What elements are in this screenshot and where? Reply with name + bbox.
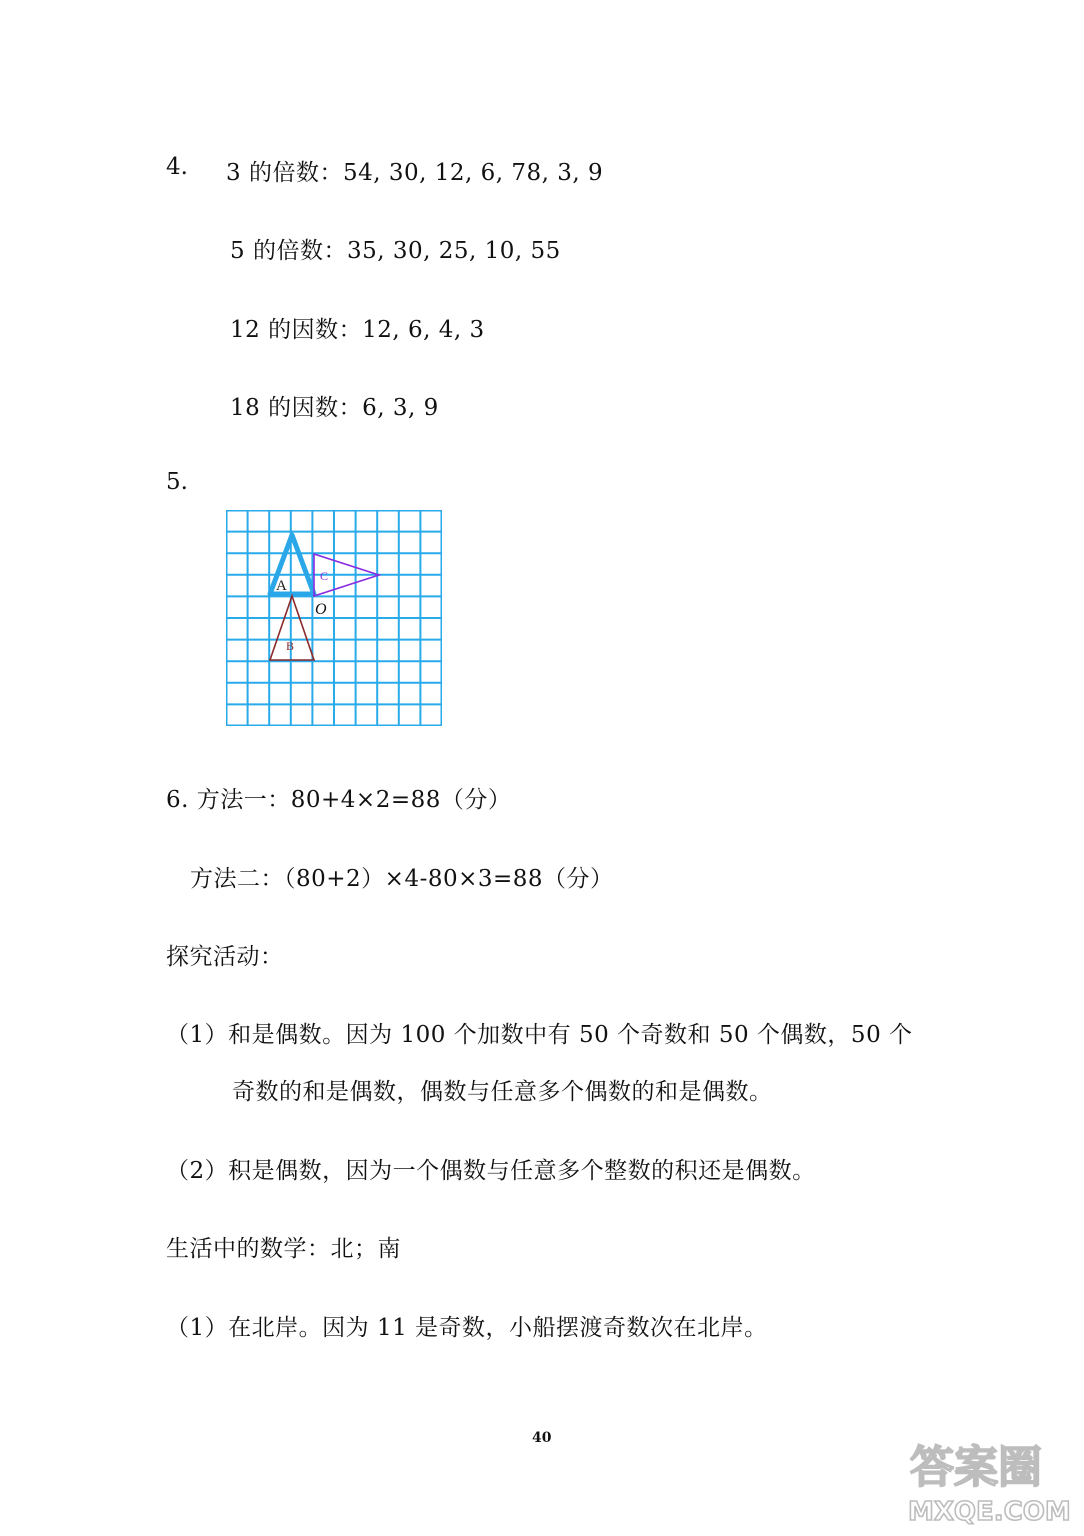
label-c: C [320, 569, 329, 583]
grid-svg [226, 510, 442, 726]
watermark-text-2: MXQE.COM [908, 1497, 1070, 1526]
label-o: O [315, 601, 327, 618]
grid-lines [226, 510, 442, 726]
q6-method-1: 6. 方法一：80+4×2=88（分） [166, 787, 512, 813]
explore-title: 探究活动： [166, 944, 284, 970]
grid-figure [226, 510, 442, 726]
watermark-logo [900, 1434, 1070, 1526]
q4-line-1: 3 的倍数：54, 30, 12, 6, 78, 3, 9 [226, 160, 604, 186]
q5-number: 5. [166, 469, 188, 495]
q4-line-3: 12 的因数：12, 6, 4, 3 [230, 317, 485, 343]
life-math-title: 生活中的数学：北；南 [166, 1236, 401, 1262]
explore-item-1-line-1: （1）和是偶数。因为 100 个加数中有 50 个奇数和 50 个偶数，50 个 [166, 1022, 913, 1048]
label-a: A [276, 578, 287, 594]
q4-number: 4. [166, 154, 188, 180]
label-b: B [286, 639, 295, 653]
q4-line-2: 5 的倍数：35, 30, 25, 10, 55 [230, 238, 561, 264]
explore-item-2: （2）积是偶数，因为一个偶数与任意多个整数的积还是偶数。 [166, 1158, 816, 1184]
q4-line-4: 18 的因数：6, 3, 9 [230, 395, 439, 421]
q6-method-2: 方法二：（80+2）×4-80×3=88（分） [190, 866, 614, 892]
explore-item-1-line-2: 奇数的和是偶数，偶数与任意多个偶数的和是偶数。 [232, 1079, 773, 1105]
watermark-text-1: 答案圈 [910, 1442, 1042, 1493]
life-math-item-1: （1）在北岸。因为 11 是奇数，小船摆渡奇数次在北岸。 [166, 1315, 768, 1341]
page-number: 40 [532, 1430, 552, 1446]
